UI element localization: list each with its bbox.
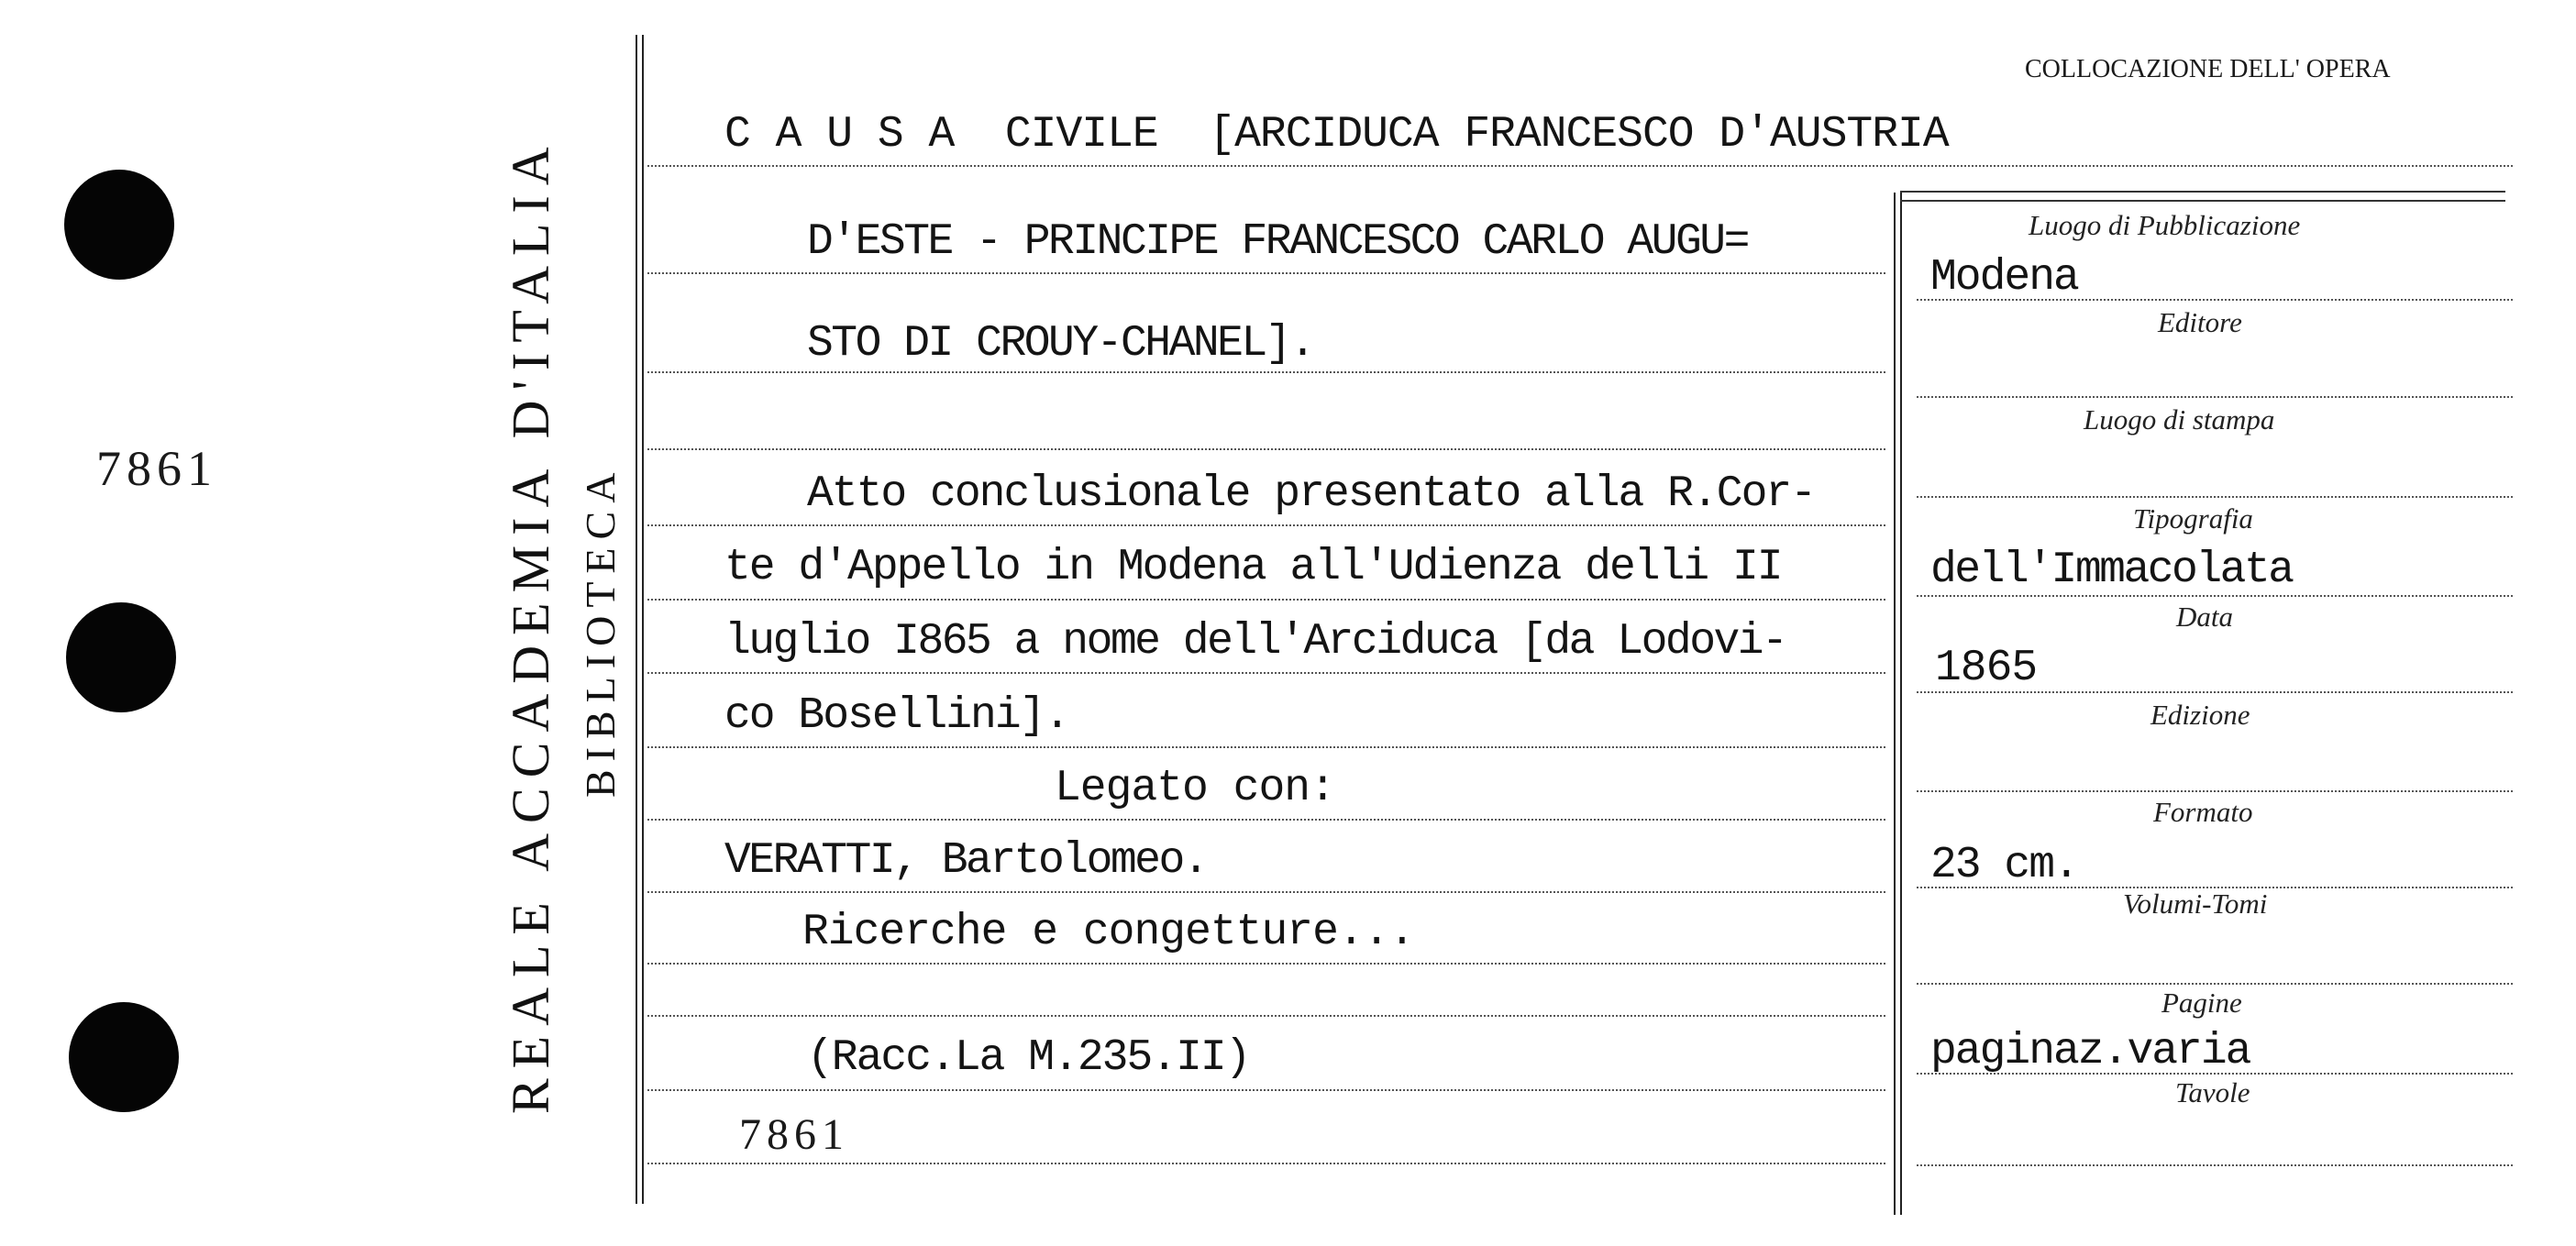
right-panel-rule-2 [1900,193,1902,1215]
department-name: BIBLIOTECA [577,464,624,798]
punch-hole-bottom [69,1002,179,1112]
entry-line: Ricerche e congetture... [802,908,1415,957]
entry-line: STO DI CROUY-CHANEL]. [807,319,1314,369]
entry-rule [647,272,1885,274]
field-label-edizione: Edizione [2150,699,2250,731]
field-label-editore: Editore [2158,306,2242,338]
entry-rule [647,746,1885,748]
field-value-pagine: paginaz.varia [1930,1027,2250,1076]
field-label-pagine: Pagine [2161,987,2242,1019]
left-rule-2 [642,35,644,1204]
entry-line: Atto conclusionale presentato alla R.Cor- [807,469,1815,519]
field-value-formato: 23 cm. [1930,841,2078,890]
field-label-luogo-pubblicazione: Luogo di Pubblicazione [2029,209,2301,241]
left-rule-1 [636,35,637,1204]
entry-line: Legato con: [1055,764,1335,813]
entry-rule [647,891,1885,893]
punch-hole-middle [66,602,176,712]
field-value-data: 1865 [1935,644,2038,693]
entry-rule [647,448,1885,450]
entry-rule [647,672,1885,674]
field-label-formato: Formato [2153,796,2253,828]
institution-name: REALE ACCADEMIA D'ITALIA [501,137,560,1114]
field-value-tipografia: dell'Immacolata [1930,546,2293,595]
location-label: COLLOCAZIONE DELL' OPERA [2025,55,2391,83]
entry-line: te d'Appello in Modena all'Udienza delli II [724,543,1782,592]
field-label-tipografia: Tipografia [2133,502,2253,535]
entry-line-title: C A U S A CIVILE [ARCIDUCA FRANCESCO D'AUSTRIA [724,110,1949,160]
entry-rule [647,165,2513,167]
entry-line: VERATTI, Bartolomeo. [724,836,1208,886]
field-rule [1917,496,2513,498]
entry-rule [647,819,1885,821]
entry-rule [647,524,1885,526]
field-rule [1917,1164,2513,1166]
field-rule [1917,790,2513,792]
side-number: 7861 [96,441,217,496]
right-panel-rule-1 [1894,193,1896,1215]
field-label-luogo-stampa: Luogo di stampa [2084,403,2275,436]
entry-rule [647,1089,1885,1091]
field-label-tavole: Tavole [2175,1076,2250,1108]
field-value-luogo-pubblicazione: Modena [1930,253,2078,303]
entry-rule [647,963,1885,965]
entry-line: co Bosellini]. [724,691,1069,741]
entry-rule [647,371,1885,373]
entry-rule [647,1015,1885,1017]
right-panel-top-rule [1900,191,2505,202]
field-label-volumi-tomi: Volumi-Tomi [2123,888,2268,920]
field-rule [1917,396,2513,398]
entry-line: (Racc.La M.235.II) [807,1033,1250,1083]
entry-line: D'ESTE - PRINCIPE FRANCESCO CARLO AUGU= [807,217,1748,267]
entry-rule [647,599,1885,601]
entry-rule [647,1163,1885,1164]
field-rule [1917,595,2513,597]
entry-number: 7861 [739,1110,849,1159]
field-label-data: Data [2176,601,2233,633]
field-rule [1917,983,2513,985]
punch-hole-top [64,170,174,280]
entry-line: luglio I865 a nome dell'Arciduca [da Lodovi- [724,617,1786,667]
